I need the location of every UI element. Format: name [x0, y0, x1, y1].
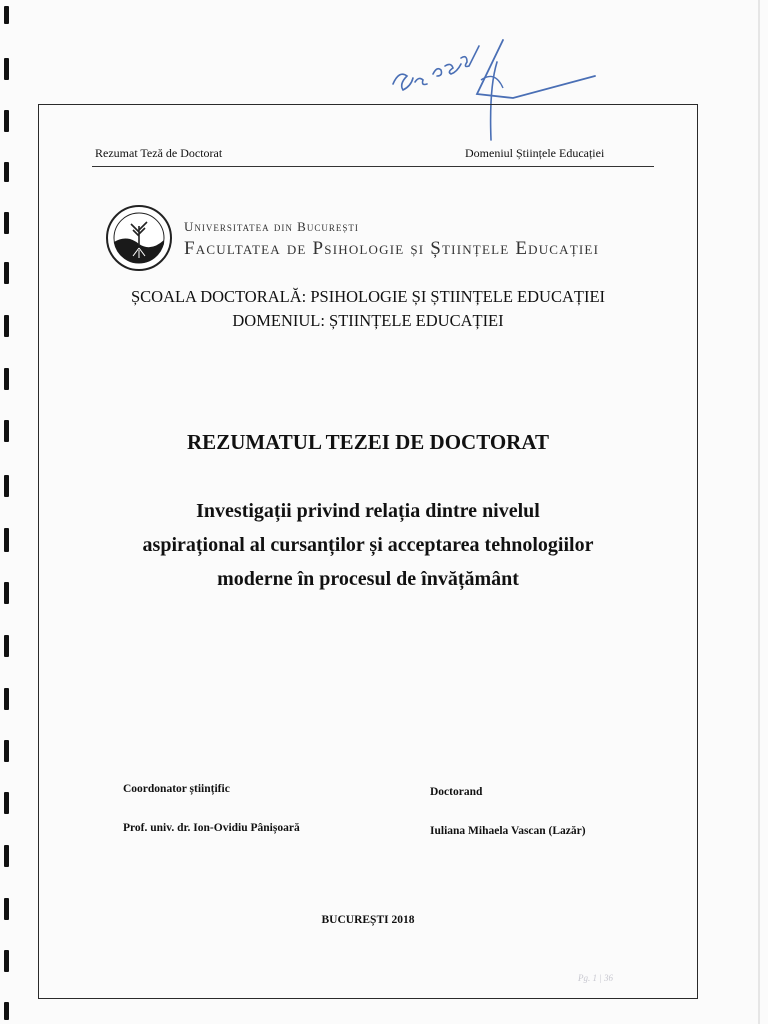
university-logo-icon [105, 204, 173, 272]
city-year: BUCUREȘTI 2018 [321, 914, 415, 926]
page-number: Pg. 1 | 36 [578, 973, 613, 983]
subtitle-line-3: moderne în procesul de învățământ [217, 568, 519, 590]
binding-marks [4, 0, 14, 1024]
subtitle-line-2: aspirațional al cursanților și acceptarea tehnologiilor [142, 534, 594, 556]
faculty-name: Facultatea de Psihologie și Științele Educației [184, 238, 600, 259]
doctoral-school: ȘCOALA DOCTORALĂ: PSIHOLOGIE ȘI ȘTIINȚELE EDUCAȚIEI [130, 287, 606, 306]
coordinator-name: Prof. univ. dr. Ion-Ovidiu Pânișoară [123, 822, 300, 834]
page-edge [758, 0, 760, 1024]
doctoral-domain: DOMENIUL: ȘTIINȚELE EDUCAȚIEI [232, 311, 504, 330]
university-name: Universitatea din București [184, 219, 359, 234]
header-left: Rezumat Teză de Doctorat [95, 146, 223, 160]
subtitle-line-1: Investigații privind relația dintre nivelul [196, 500, 540, 522]
candidate-name: Iuliana Mihaela Vascan (Lazăr) [430, 825, 586, 837]
thesis-subtitle [80, 494, 656, 596]
header-rule [92, 166, 654, 167]
coordinator-label: Coordonator științific [123, 783, 230, 795]
candidate-label: Doctorand [430, 786, 483, 798]
document-title: REZUMATUL TEZEI DE DOCTORAT [187, 430, 549, 454]
header-right: Domeniul Științele Educației [465, 146, 605, 160]
